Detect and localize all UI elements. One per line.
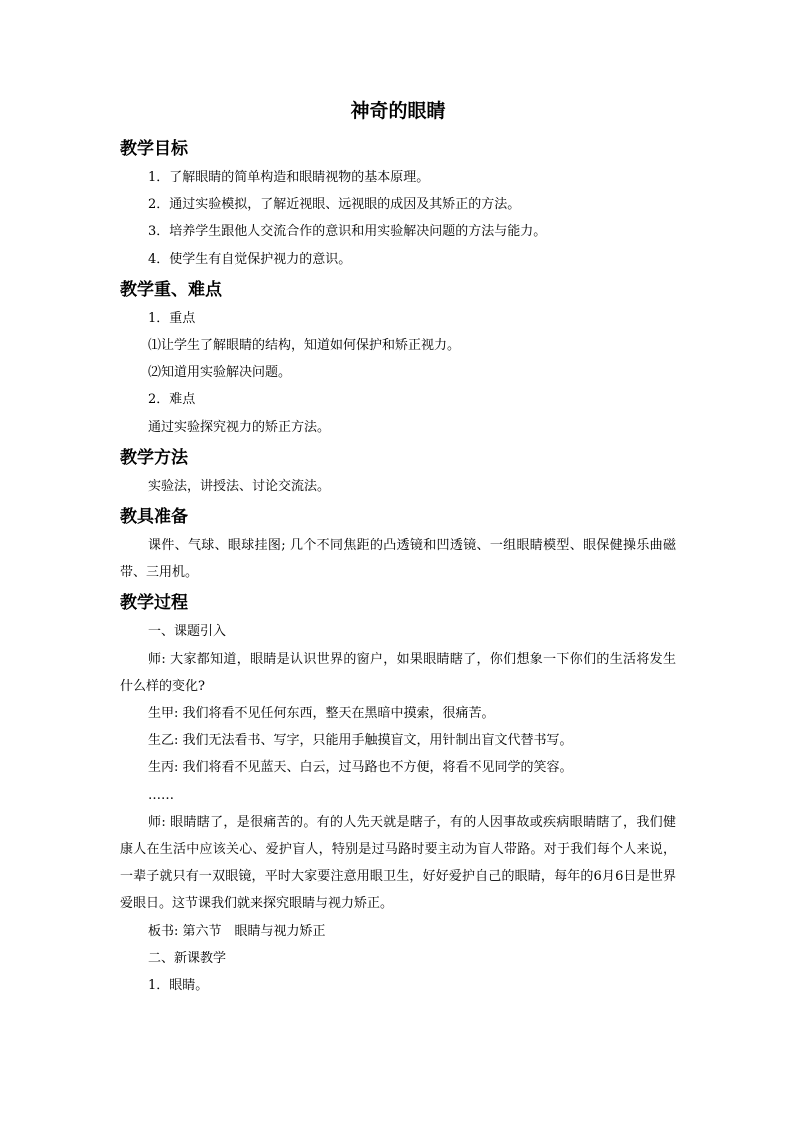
section-teaching-process: [120, 588, 676, 999]
section-heading: 教学目标: [120, 139, 188, 159]
section-heading: 教学过程: [120, 593, 188, 614]
paragraph: 1．了解眼睛的简单构造和眼睛视物的基本原理。: [148, 170, 430, 185]
paragraph: 1．重点: [148, 310, 196, 326]
paragraph: 生丙: 我们将看不见蓝天、白云，过马路也不方便，将看不见同学的笑容。: [148, 760, 573, 776]
paragraph: 二、新课教学: [148, 950, 227, 966]
section-materials: [120, 502, 676, 586]
paragraph: 一、课题引入: [148, 624, 227, 640]
section-heading: 教学重、难点: [120, 279, 222, 300]
paragraph: 生乙: 我们无法看书、写字，只能用手触摸盲文，用针制出盲文代替书写。: [148, 733, 573, 749]
paragraph: 板书: 第六节 眼睛与视力矫正: [148, 923, 326, 939]
paragraph: ……: [148, 787, 174, 803]
section-heading: 教学方法: [120, 447, 188, 468]
document-title: 神奇的眼睛: [350, 100, 446, 122]
section-heading: 教具准备: [120, 507, 188, 528]
section-teaching-methods: [120, 443, 676, 500]
paragraph: 课件、气球、眼球挂图; 几个不同焦距的凸透镜和凹透镜、一组眼睛模型、眼保健操乐曲磁带、三用机。: [120, 538, 676, 581]
paragraph: 1．眼睛。: [148, 978, 209, 994]
paragraph: ⑵知道用实验解决问题。: [148, 365, 292, 381]
document-body: [120, 96, 676, 999]
paragraph: 2．通过实验模拟，了解近视眼、远视眼的成因及其矫正的方法。: [148, 197, 521, 213]
paragraph: 实验法，讲授法、讨论交流法。: [148, 478, 331, 494]
section-key-points: [120, 275, 676, 441]
paragraph: 师: 眼睛瞎了，是很痛苦的。有的人先天就是瞎子，有的人因事故或疾病眼睛瞎了，我们健康人在生活中应该关心、爱护盲人，特别是过马路时要主动为盲人带路。对于我们每个人来说，一辈子就只有一双眼镜，平时大家要注意用眼卫生，好好爱护自己的眼睛，每年的6月6日是世界爱眼日。这节课我们就来探究眼睛与视力矫正。: [120, 814, 676, 912]
paragraph: 通过实验探究视力的矫正方法。: [148, 419, 331, 435]
paragraph: ⑴让学生了解眼睛的结构，知道如何保护和矫正视力。: [148, 338, 461, 354]
paragraph: 2．难点: [148, 392, 196, 408]
paragraph: 4．使学生有自觉保护视力的意识。: [148, 251, 352, 267]
paragraph: 师: 大家都知道，眼睛是认识世界的窗户，如果眼睛瞎了，你们想象一下你们的生活将发生什么样的变化?: [120, 651, 676, 694]
paragraph: 3．培养学生跟他人交流合作的意识和用实验解决问题的方法与能力。: [148, 224, 547, 240]
paragraph: 生甲: 我们将看不见任何东西，整天在黑暗中摸索，很痛苦。: [148, 706, 495, 722]
section-teaching-goals: [120, 134, 676, 273]
